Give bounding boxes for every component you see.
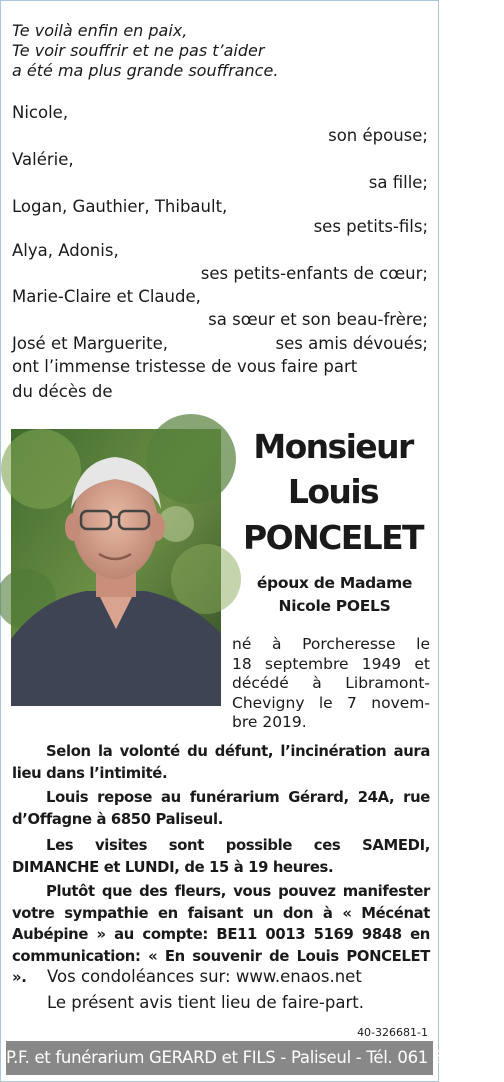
deceased-title: Monsieur [253,427,413,466]
family-relation: ses petits-enfants de cœur; [200,264,428,283]
family-names: Valérie, [12,150,74,169]
condolences-line: Vos condoléances sur: www.enaos.net [47,967,362,986]
poem-line: Te voilà enfin en paix, [12,21,188,40]
poem [12,21,278,81]
family-names: Marie-Claire et Claude, [12,287,201,306]
spouse-line: Nicole POELS [278,597,391,615]
paragraph-text: Les visites sont possible ces SAMEDI, DIMANCHE et LUNDI, de 15 à 19 heures. [12,837,430,876]
announce-line: du décès de [12,382,113,401]
deceased-first-name: Louis [287,472,379,511]
family-relation: son épouse; [328,126,428,145]
family-relation: sa sœur et son beau-frère; [208,310,428,329]
paragraph-cremation [12,741,430,784]
birth-line: bre 2019. [232,713,307,731]
poem-line: Te voir souffrir et ne pas t’aider [12,41,265,60]
announce-line: ont l’immense tristesse de vous faire part [12,357,358,376]
deceased-last-name: PONCELET [243,518,423,557]
reference-number: 40-326681-1 [357,1026,428,1039]
birth-line: 18 septembre 1949 et [232,654,430,673]
birth-death-info [232,635,430,733]
notice-line: Le présent avis tient lieu de faire-part. [47,993,364,1012]
funeral-home-footer: P.F. et funérarium GERARD et FILS - Paliseul - Tél. 061 53 32 84 [6,1041,433,1075]
birth-line: né à Porcheresse le [232,635,430,653]
paragraph-text: Louis repose au funérarium Gérard, 24A, rue d’Offagne à 6850 Paliseul. [12,789,430,828]
family-names: Logan, Gauthier, Thibault, [12,197,228,216]
paragraph-text: Selon la volonté du défunt, l’incinération aura lieu dans l’intimité. [12,743,430,782]
paragraph-funeral-home [12,787,430,830]
spouse-line: époux de Madame [256,574,413,592]
family-names: Nicole, [12,103,69,122]
family-names: José et Marguerite, [12,334,168,353]
paragraph-text: Plutôt que des fleurs, vous pouvez manifester votre sympathie en faisant un don à « Mécénat Aubépine » au compte: BE11 0013 5169 9848 en communication: « En souvenir de Louis PONCELET ». [12,883,430,987]
family-relation: ses petits-fils; [313,217,428,236]
paragraph-visits [12,835,430,878]
birth-line: décédé à Libramont- [232,674,430,692]
family-relation: sa fille; [368,173,428,192]
birth-line: Chevigny le 7 novem- [232,693,430,712]
family-relation: ses amis dévoués; [275,334,428,353]
poem-line: a été ma plus grande souffrance. [12,61,279,80]
family-names: Alya, Adonis, [12,241,119,260]
portrait-photo [11,429,221,706]
